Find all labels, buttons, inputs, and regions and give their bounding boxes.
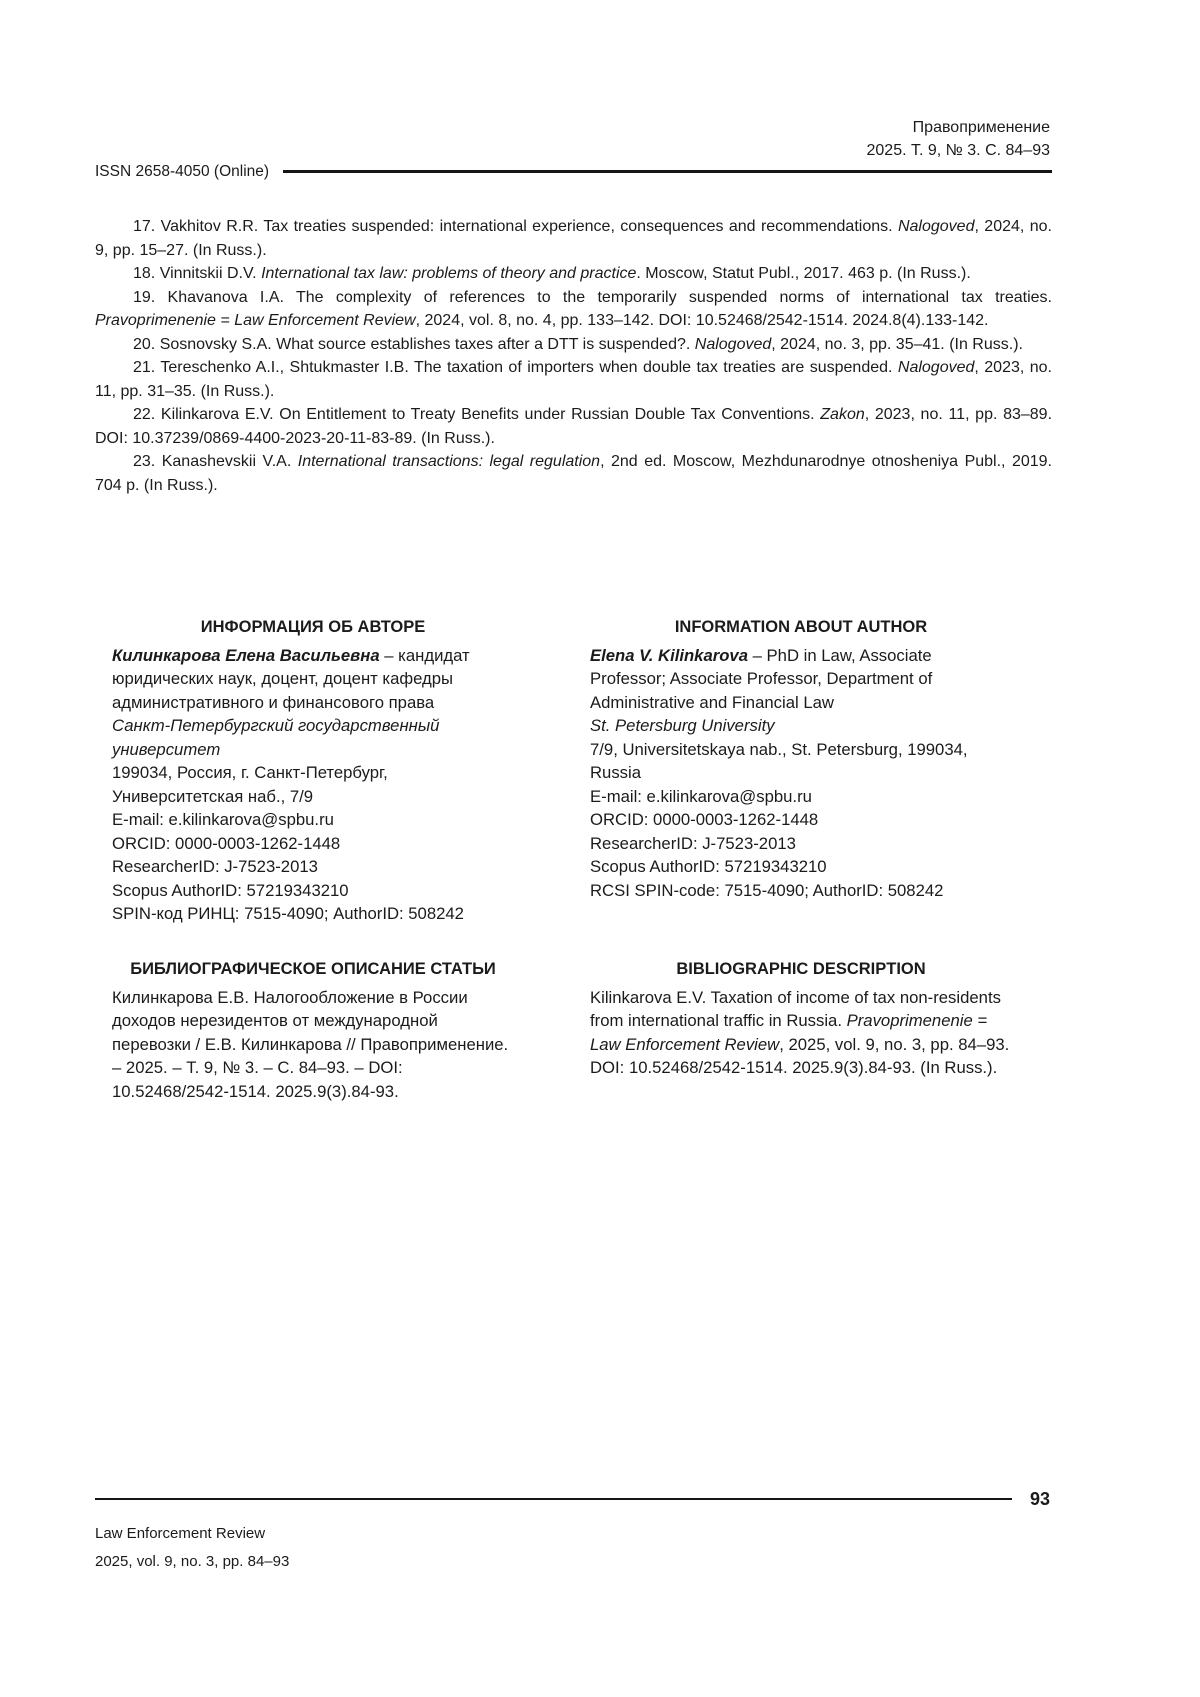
reference-item: 17. Vakhitov R.R. Tax treaties suspended: international experience, consequences and recommendations. Nalogoved, 2024, no. 9, pp. 15–27. (In Russ.). (95, 218, 1052, 259)
author-address-en: 7/9, Universitetskaya nab., St. Petersburg, 199034, Russia (590, 739, 968, 782)
author-university-en: St. Petersburg University (590, 716, 775, 735)
author-info-column-ru (112, 616, 514, 926)
author-name-affiliation-en: Elena V. Kilinkarova – PhD in Law, Associate Professor; Associate Professor, Department of Administrative and Financial Law (590, 645, 933, 712)
author-info-section (112, 616, 1012, 926)
header-rule (283, 170, 1052, 174)
footer-issue-info: 2025, vol. 9, no. 3, pp. 84–93 (95, 1552, 290, 1570)
bib-column-ru (112, 958, 514, 1103)
references-section (95, 215, 1052, 497)
footer-info (95, 1520, 289, 1575)
author-orcid-en: ORCID: 0000-0003-1262-1448 (590, 810, 819, 829)
footer-journal-title: Law Enforcement Review (95, 1525, 266, 1542)
author-spin-ru: SPIN-код РИНЦ: 7515-4090; AuthorID: 508242 (112, 904, 464, 923)
author-email-en: E-mail: e.kilinkarova@spbu.ru (590, 786, 812, 806)
reference-item: 21. Tereschenko A.I., Shtukmaster I.B. The taxation of importers when double tax treaties are suspended. Nalogoved, 2023, no. 11, pp. 31–35. (In Russ.). (95, 359, 1052, 400)
author-scopusid-en: Scopus AuthorID: 57219343210 (590, 857, 827, 876)
bib-en-heading: BIBLIOGRAPHIC DESCRIPTION (676, 960, 926, 978)
author-orcid-ru: ORCID: 0000-0003-1262-1448 (112, 833, 341, 853)
reference-item: 20. Sosnovsky S.A. What source establishes taxes after a DTT is suspended?. Nalogoved, 2024, no. 3, pp. 35–41. (In Russ.). (133, 335, 1023, 353)
footer-rule (95, 1498, 1012, 1501)
author-email-ru: E-mail: e.kilinkarova@spbu.ru (112, 810, 334, 829)
issn-row (95, 160, 1052, 183)
journal-title-ru: Правоприменение (912, 119, 1050, 136)
author-info-en-heading: INFORMATION ABOUT AUTHOR (674, 618, 928, 636)
issue-info-ru: 2025. Т. 9, № 3. С. 84–93 (866, 142, 1050, 159)
author-researcherid-en: ResearcherID: J-7523-2013 (590, 833, 796, 853)
author-address-ru: 199034, Россия, г. Санкт-Петербург, Университетская наб., 7/9 (112, 763, 388, 806)
bib-ru-heading: БИБЛИОГРАФИЧЕСКОЕ ОПИСАНИЕ СТАТЬИ (130, 960, 496, 978)
author-university-ru: Санкт-Петербургский государственный университет (112, 716, 440, 759)
author-info-ru-heading: ИНФОРМАЦИЯ ОБ АВТОРЕ (200, 618, 426, 636)
bib-column-en (590, 958, 1012, 1103)
footer-rule-row (95, 1488, 1050, 1510)
author-spin-en: RCSI SPIN-code: 7515-4090; AuthorID: 508242 (590, 880, 944, 900)
reference-item: 22. Kilinkarova E.V. On Entitlement to Treaty Benefits under Russian Double Tax Conventions. Zakon, 2023, no. 11, pp. 83–89. DOI: 10.37239/0869-4400-2023-20-11-83-89. (In Russ.). (95, 406, 1053, 447)
issn-label: ISSN 2658-4050 (Online) (95, 163, 270, 180)
page-number: 93 (1029, 1489, 1050, 1509)
bibliographic-section (112, 958, 1012, 1103)
author-name-affiliation-ru: Килинкарова Елена Васильевна – кандидат юридических наук, доцент, доцент кафедры административного и финансового права (112, 645, 470, 712)
author-info-column-en (590, 616, 1012, 926)
author-scopusid-ru: Scopus AuthorID: 57219343210 (112, 880, 349, 900)
reference-item: 19. Khavanova I.A. The complexity of references to the temporarily suspended norms of international tax treaties. Pravoprimenenie = Law Enforcement Review, 2024, vol. 8, no. 4, pp. 133–142. DOI: 10.52468/2542-1514. 2024.8(4).133-142. (95, 288, 1052, 329)
author-researcherid-ru: ResearcherID: J-7523-2013 (112, 857, 318, 876)
header (867, 116, 1051, 162)
reference-item: 23. Kanashevskii V.A. International transactions: legal regulation, 2nd ed. Moscow, Mezhdunarodnye otnosheniya Publ., 2019. 704 p. (In Russ.). (95, 453, 1053, 494)
reference-item: 18. Vinnitskii D.V. International tax law: problems of theory and practice. Moscow, Statut Publ., 2017. 463 p. (In Russ.). (133, 265, 971, 282)
bib-citation-en: Kilinkarova E.V. Taxation of income of tax non-residents from international traffic in Russia. Pravoprimenenie = Law Enforcement Review, 2025, vol. 9, no. 3, pp. 84–93. DOI: 10.52468/2542-1514. 2025.9(3).84-93. (In Russ.). (590, 987, 1010, 1077)
bib-citation-ru: Килинкарова Е.В. Налогообложение в России доходов нерезидентов от международной перевозки / Е.В. Килинкарова // Правоприменение. – 2025. – Т. 9, № 3. – С. 84–93. – DOI: 10.52468/2542-1514. 2025.9(3).84-93. (112, 987, 509, 1101)
